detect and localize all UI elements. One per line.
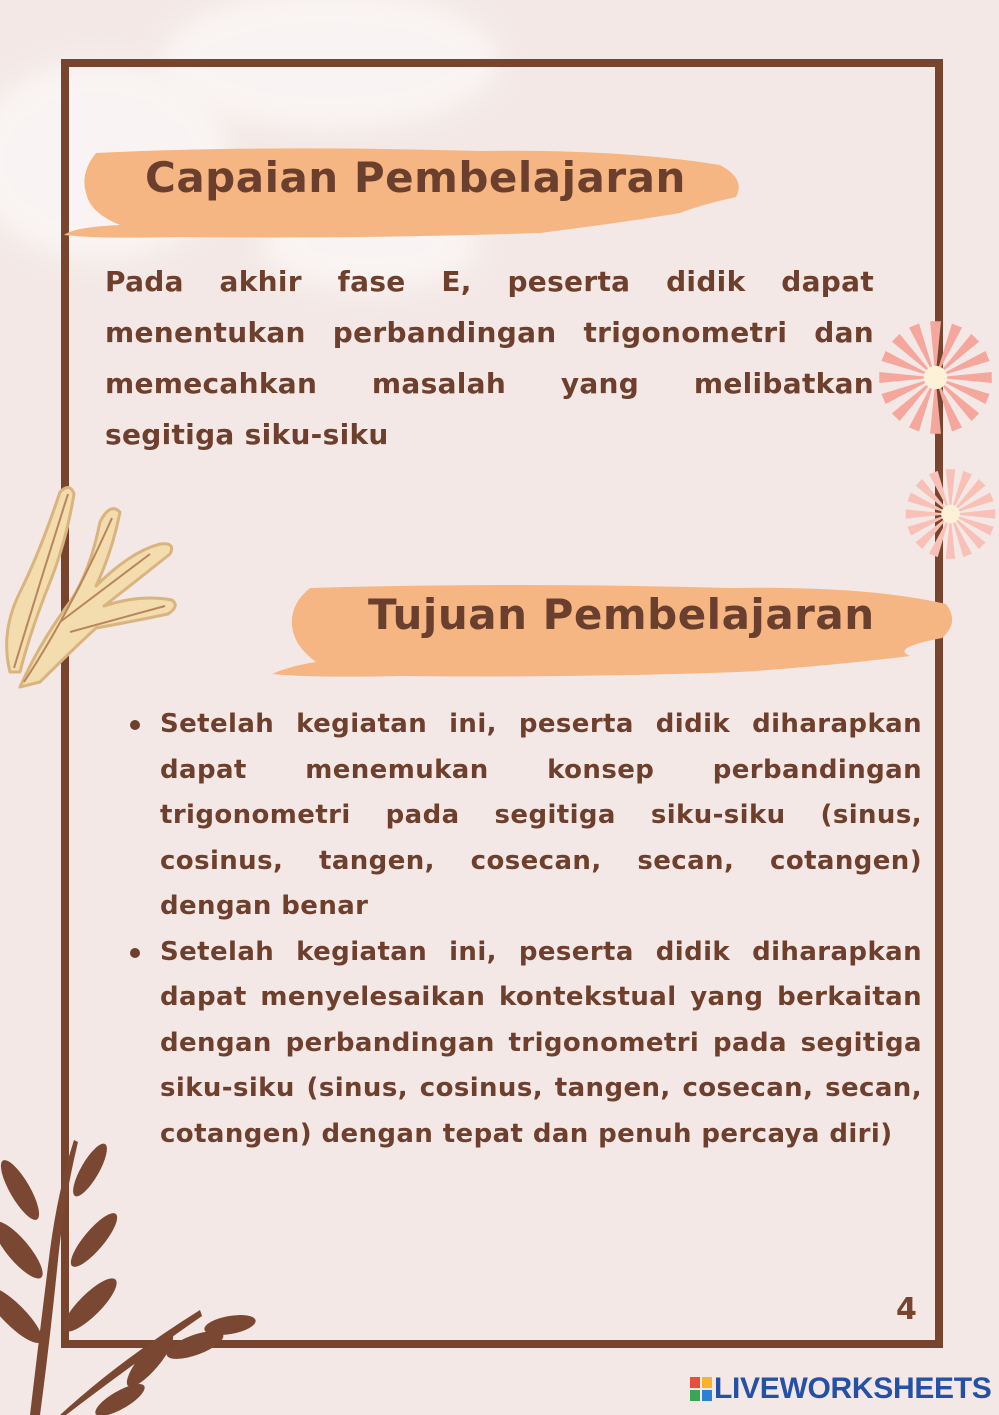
- leaf-branch-icon: [0, 482, 185, 697]
- objective-text: Setelah kegiatan ini, peserta didik diharapkan dapat menemukan konsep perbandingan trigonometri pada segitiga siku-siku (sinus, cosinus, tangen, cosecan, secan, cotangen) dengan benar: [160, 709, 922, 921]
- bullet-icon: [130, 948, 140, 958]
- liveworksheets-logo-icon: [690, 1377, 712, 1401]
- objectives-list: [126, 702, 922, 1157]
- tujuan-title: Tujuan Pembelajaran: [368, 590, 875, 639]
- liveworksheets-label: LIVEWORKSHEETS: [714, 1372, 992, 1405]
- bullet-icon: [130, 720, 140, 730]
- list-item: [126, 702, 922, 930]
- capaian-title: Capaian Pembelajaran: [145, 153, 686, 202]
- liveworksheets-watermark: [690, 1372, 992, 1406]
- fern-icon: [0, 1130, 260, 1415]
- capaian-text: Pada akhir fase E, peserta didik dapat menentukan perbandingan trigonometri dan memecahkan masalah yang melibatkan segitiga siku-siku: [105, 265, 874, 451]
- objective-text: Setelah kegiatan ini, peserta didik diharapkan dapat menyelesaikan kontekstual yang berkaitan dengan perbandingan trigonometri pada segitiga siku-siku (sinus, cosinus, tangen, cosecan, secan, cotangen) dengan tepat dan penuh percaya diri): [160, 936, 922, 1149]
- flower-icon: [872, 310, 999, 445]
- list-item: [126, 930, 922, 1158]
- page-number: 4: [896, 1292, 917, 1327]
- flower-icon: [902, 462, 999, 566]
